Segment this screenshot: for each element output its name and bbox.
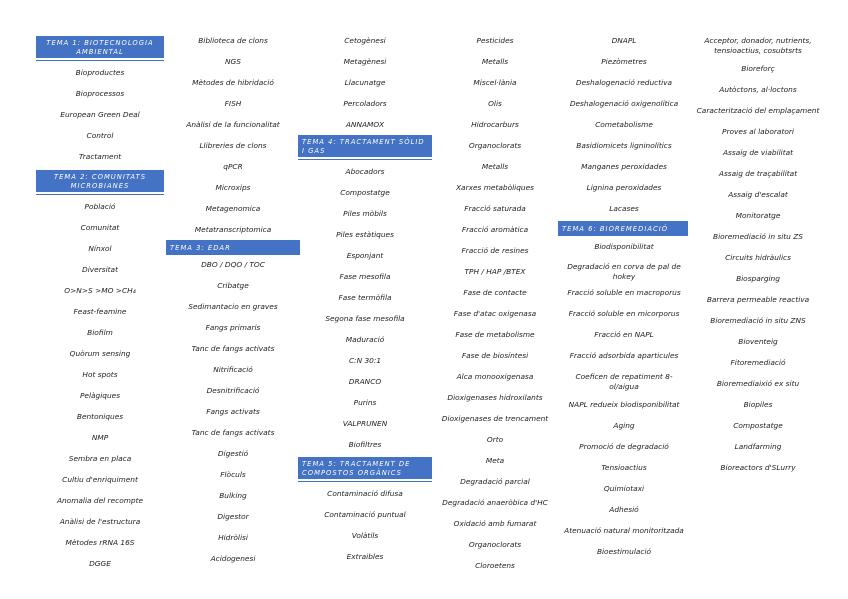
term-item: Barrera permeable reactiva [706,295,810,304]
term-item: NGS [225,57,241,66]
term-item: Acceptor, donador, nutrients, tensioactius, cosubtsrts [704,36,812,55]
term-item: Metagènesi [343,57,387,66]
term-item: Feast-feamine [73,307,127,316]
term-item: Fracció soluble en macroporus [567,288,681,297]
term-item: Hot spots [82,370,118,379]
term-item: Degradació anaeròbica d'HC [442,498,548,507]
term-item: Fase termòfila [338,293,392,302]
term-item: DRANCO [348,377,382,386]
term-item: Miscel·lània [473,78,517,87]
term-item: Tractament [78,152,122,161]
term-item: Tensioactius [601,463,647,472]
term-item: Extraibles [346,552,384,561]
term-item: C:N 30:1 [348,356,382,365]
term-list-col-2 [166,36,300,240]
term-item: Cribatge [217,281,249,290]
term-item: Cultiu d'enriquiment [62,475,138,484]
term-item: Caracterització del emplaçament [696,106,820,115]
term-item: Xarxes metabòliques [455,183,535,192]
section-heading-tema-1: TEMA 1: BIOTECNOLOGIA AMBIENTAL [36,36,164,58]
term-item: Organoclorats [468,540,522,549]
term-list-tema-5 [298,489,432,573]
term-item: NAPL redueix biodisponibilitat [568,400,680,409]
term-item: Fase de metabolisme [455,330,535,339]
term-item: Degradació en corva de pal de hokey [567,262,681,281]
term-list-col-3 [298,36,432,135]
term-item: Deshalogenació oxigenolítica [569,99,679,108]
term-item: Pesticides [476,36,514,45]
section-heading-tema-5: TEMA 5: TRACTAMENT DE COMPOSTOS ORGÀNICS [298,457,432,479]
term-item: Piezòmetres [601,57,647,66]
term-item: Monitoratge [735,211,781,220]
term-item: Orto [486,435,504,444]
term-item: Digestió [217,449,249,458]
term-item: Desnitrificació [206,386,260,395]
term-item: NMP [91,433,109,442]
term-item: Compostatge [340,188,390,197]
term-item: Comunitat [80,223,120,232]
term-item: Promoció de degradació [579,442,669,451]
term-item: Bioproductes [75,68,125,77]
term-item: Metatranscriptomica [194,225,272,234]
term-item: Biodisponibilitat [594,242,654,251]
term-list-tema-6 [558,242,690,568]
heading-underline [298,481,432,482]
term-item: Basidiomicets ligninolítics [576,141,672,150]
term-item: Bioreforç [741,64,775,73]
term-list-col-4 [434,36,556,582]
term-item: Biopiles [743,400,773,409]
term-item: Bioventeig [738,337,778,346]
term-item: Tanc de fangs activats [191,428,275,437]
column-2 [166,36,300,575]
term-item: Hidròlisi [218,533,248,542]
section-heading-tema-3: TEMA 3: EDAR [166,240,300,255]
term-item: Olis [488,99,502,108]
term-item: Dioxigenases hidroxilants [447,393,543,402]
term-item: Anomalia del recompte [56,496,144,505]
term-item: Mètodes rRNA 16S [65,538,135,547]
term-item: Landfarming [734,442,782,451]
term-list-tema-4 [298,167,432,457]
term-item: Anàlisi de la funcionalitat [186,120,280,129]
term-item: DBO / DQO / TOC [201,260,265,269]
term-item: European Green Deal [60,110,140,119]
term-item: Fitoremediació [730,358,786,367]
term-item: Quimiotaxi [603,484,645,493]
term-item: Fase de contacte [463,288,527,297]
term-item: Purins [353,398,377,407]
term-item: Atenuació natural monitoritzada [564,526,684,535]
term-item: Bioremediació in situ ZS [713,232,803,241]
term-item: Acidogenesi [210,554,256,563]
term-item: Proves al laboratori [722,127,794,136]
term-item: Fracció soluble en micorporus [568,309,680,318]
term-item: Assaig de viabilitat [722,148,794,157]
term-item: Nitrificació [213,365,253,374]
column-6 [692,36,824,484]
term-item: Assaig de traçabilitat [718,169,798,178]
term-item: Percoladors [343,99,387,108]
term-item: Biofilm [87,328,113,337]
term-item: VALPRUNEN [342,419,388,428]
term-item: Deshalogenació reductiva [575,78,673,87]
term-item: qPCR [223,162,243,171]
term-item: O>N>S >MO >CH₄ [64,286,136,295]
term-item: Diversitat [82,265,118,274]
term-item: DGGE [89,559,111,568]
term-item: Biblioteca de clons [198,36,268,45]
term-item: Població [84,202,116,211]
term-item: Fase mesofila [339,272,391,281]
term-item: ANNAMOX [345,120,385,129]
term-item: Sembra en placa [68,454,132,463]
term-item: Llacunatge [344,78,386,87]
term-item: Circuits hidràulics [725,253,791,262]
term-item: Autòctons, al·loctons [719,85,797,94]
term-list-tema-3 [166,260,300,575]
term-item: Esponjant [346,251,384,260]
term-item: Flòculs [220,470,246,479]
term-list-col-6 [692,36,824,484]
term-item: Tanc de fangs activats [191,344,275,353]
term-item: Sedimantacio en graves [188,302,278,311]
term-list-col-5 [558,36,690,221]
term-item: Fase de biosíntesi [461,351,529,360]
term-item: Bulking [219,491,247,500]
heading-underline [298,159,432,160]
term-item: Assaig d'escalat [728,190,788,199]
term-item: TPH / HAP /BTEX [464,267,526,276]
term-item: FISH [224,99,242,108]
term-item: Metalls [481,162,509,171]
term-item: Meta [485,456,505,465]
term-item: Digestor [217,512,249,521]
term-item: Bentoniques [76,412,124,421]
heading-underline [36,60,164,61]
term-item: Bioremediaixió ex situ [716,379,800,388]
term-item: Metagenomica [205,204,261,213]
term-item: Segona fase mesofila [325,314,405,323]
term-item: Cetogènesi [344,36,386,45]
term-item: Oxidació amb fumarat [453,519,537,528]
section-heading-tema-4: TEMA 4: TRACTAMENT SÒLID I GAS [298,135,432,157]
column-5 [558,36,690,568]
term-item: Fangs primaris [205,323,261,332]
term-item: Biosparging [736,274,780,283]
term-item: Aging [613,421,635,430]
term-item: Llibreries de clons [199,141,267,150]
term-item: Mètodes de hibridació [192,78,274,87]
term-item: Pelàgiques [79,391,121,400]
term-item: Bioprocessos [75,89,125,98]
term-item: Abocadors [345,167,385,176]
term-item: Fracció de resines [461,246,529,255]
term-item: Bioestimulació [596,547,652,556]
term-item: Organoclorats [468,141,522,150]
term-item: Adhesió [609,505,639,514]
section-heading-tema-2: TEMA 2: COMUNITATS MICROBIANES [36,170,164,192]
term-item: Piles mòbils [343,209,387,218]
heading-underline [36,194,164,195]
term-item: Piles estàtiques [336,230,394,239]
term-item: DNAPL [611,36,637,45]
term-item: Contaminació puntual [324,510,406,519]
term-item: Fase d'atac oxigenasa [453,309,537,318]
term-item: Metalls [481,57,509,66]
column-1 [36,36,164,580]
term-item: Nínxol [88,244,112,253]
term-item: Fracció adsorbida aparticules [569,351,679,360]
term-item: Coeficen de repatiment 8-ol/aigua [575,372,673,391]
term-item: Degradació parcial [460,477,530,486]
term-item: Contaminació difusa [327,489,403,498]
term-item: Anàlisi de l'estructura [59,517,141,526]
term-item: Manganes peroxidades [581,162,667,171]
term-item: Compostatge [733,421,783,430]
column-4 [434,36,556,582]
term-item: Dioxigenases de trencament [441,414,549,423]
term-item: Fracció saturada [464,204,526,213]
section-heading-tema-6: TEMA 6: BIOREMEDIACIÓ [558,221,688,236]
term-item: Control [86,131,114,140]
term-item: Alca monooxigenasa [456,372,534,381]
term-item: Lacases [609,204,639,213]
term-item: Quòrum sensing [69,349,131,358]
term-item: Maduració [345,335,385,344]
term-item: Cloroetens [475,561,515,570]
term-item: Hidrocarburs [471,120,519,129]
term-item: Volàtils [351,531,379,540]
term-item: Microxips [215,183,251,192]
term-item: Bioreactors d'SLurry [720,463,796,472]
term-item: Fracció aromàtica [461,225,529,234]
term-item: Bioremediació in situ ZNS [710,316,806,325]
term-item: Lignina peroxidades [586,183,662,192]
term-item: Biofiltres [348,440,382,449]
term-list-tema-1 [36,68,164,170]
term-item: Cometabolisme [595,120,653,129]
term-list-tema-2 [36,202,164,580]
term-item: Fracció en NAPL [594,330,654,339]
term-item: Fangs activats [206,407,260,416]
column-3 [298,36,432,573]
